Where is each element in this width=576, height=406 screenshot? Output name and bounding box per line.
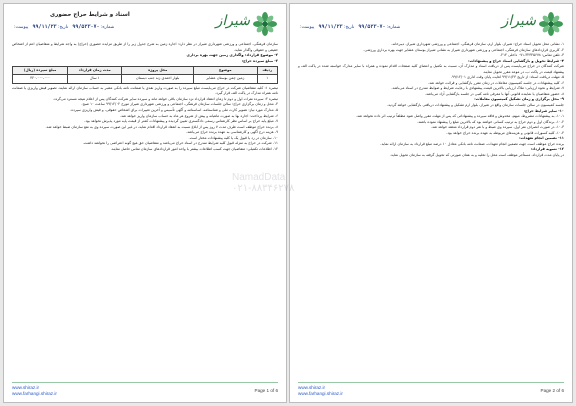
paragraph: تبصره ۲: سپرده نفرات اول و دوم تا زمان انعقاد قرارداد نزد سازمان باقی خواهد ماند و سپرده سایر شرکت کنندگان پس از اعلام نتیجه مسترد می‌گردد. <box>52 96 278 101</box>
paragraph: ۱- نشانی محل تحویل اسناد حراج: شیراز، بلوار ارم، سازمان فرهنگی، اجتماعی و ورزشی شهرداری شیراز، دبیرخانه. <box>391 42 564 46</box>
paragraph: ۳- تلفن تماس: ۳۲۳۴۵۶۷۸-۰۷۱ داخلی ۲۱۴. <box>500 53 564 58</box>
logo-wordmark: شیراز <box>215 13 250 29</box>
table-row <box>13 75 278 84</box>
letter-number: ۹۹/۵۲۳۰۷۰ <box>72 24 100 30</box>
table-header: محل پروژه <box>122 66 194 75</box>
document-page-1 <box>3 3 287 403</box>
table-header: مبلغ سپرده (ریال) <box>13 66 68 75</box>
table-cell: زمین چمن بوستان عشاير <box>194 75 258 84</box>
paragraph: برنده حراج موظف است جهت تضمین انجام تعهدات، ضمانت نامه بانکی معادل ۱۰ درصد مبلغ قرارداد به سازمان ارائه نماید. <box>380 141 564 146</box>
watermark <box>232 172 294 194</box>
date-label: تاریخ: <box>343 25 355 30</box>
paragraph: ۱۰-۴- کلیه کسورات قانونی و هزینه‌های مربوطه به عهده برنده حراج خواهد بود. <box>446 130 564 135</box>
date-label: تاریخ: <box>57 25 69 30</box>
table-header: مدت زمان قرارداد <box>68 66 122 75</box>
deposit-table <box>12 66 278 84</box>
shiraz-logo-icon <box>538 11 564 37</box>
paragraph: ۱۰- سازمان در رد یا قبول یک یا کلیه پیشنهادات مختار است. <box>188 135 278 140</box>
page-footer <box>298 382 564 399</box>
table-cell: ۴۲۰،۰۰۰،۰۰۰ <box>13 75 68 84</box>
paragraph: ۱۱- شرکت در حراج به منزله قبول کلیه شرایط مندرج در اسناد حراج می‌باشد و متقاضیان حق هیچ گونه اعتراضی را نخواهند داشت. <box>82 141 278 146</box>
section-deposit: ۳- مبلغ سپرده حراج: <box>241 58 278 63</box>
paragraph: ۵- مهلت دریافت اسناد: از تاریخ ۹۹/۱۱/۲۳ لغایت پایان وقت اداری ۹۹/۱۲/۰۱. <box>450 75 564 80</box>
table-header: ردیف <box>257 66 277 75</box>
page-header <box>296 9 566 39</box>
letter-number: ۹۹/۵۲۳۰۷۰ <box>358 24 386 30</box>
paragraph: ۶- شرایط پرداخت: اجاره بها به صورت ماهیانه و پیش از شروع هر ماه به حساب سازمان واریز خواهد شد. <box>119 113 278 118</box>
table-cell: ۱ سال <box>68 75 122 84</box>
paragraph: ۹- هزینه درج آگهی و کارشناسی به عهده برنده حراج می‌باشد. <box>186 130 278 135</box>
section-heading: ۱۰- سایر شرایط حراج: <box>523 108 564 113</box>
page-number: Page 1 of 6 <box>254 388 278 393</box>
table-header: موضوع <box>194 66 258 75</box>
website-link-farhangi[interactable]: www.farhangi.shiraz.ir <box>298 391 343 397</box>
paragraph: ۶- کلیه پیشنهادات در جلسه کمیسیون معاملات در زمان مقرر بازگشایی و قرائت خواهد شد. <box>428 80 564 85</box>
paragraph: ۱۰-۲- برندگان اول و دوم حراج به ترتیب کسانی خواهند بود که بالاترین مبلغ را پیشنهاد نموده باشند. <box>417 119 564 124</box>
website-link[interactable]: www.shiraz.ir <box>12 385 40 390</box>
logo-wordmark: شیراز <box>501 13 536 29</box>
watermark-phone: ۰۲۱-۸۸۳۴۶۲۷۸ <box>232 183 295 194</box>
paragraph: ۷- مبلغ پایه حراج بر اساس نظر کارشناس رسمی دادگستری تعیین گردیده و پیشنهادات کمتر از قیمت پایه مورد پذیرش نخواهد بود. <box>84 119 278 124</box>
letter-date: ۹۹/۱۱/۲۳ <box>32 24 57 30</box>
website-link-farhangi[interactable]: www.farhangi.shiraz.ir <box>12 391 57 397</box>
table-header-row <box>13 66 278 75</box>
page-body <box>12 42 278 380</box>
paragraph: جلسه کمیسیون در سالن جلسات سازمان واقع در شیراز، بلوار ارم تشکیل و پیشنهادات دریافتی بازگشایی خواهد گردید. <box>387 103 564 108</box>
paragraph: در پایان مدت قرارداد، مستأجر موظف است محل را تخلیه و به همان صورتی که تحویل گرفته به سازمان تحویل نماید. <box>389 152 564 157</box>
number-label: شماره: <box>100 25 115 30</box>
table-cell: ۱ <box>257 75 277 84</box>
paragraph: ۱۰-۱- به پیشنهادات مشروط، مبهم، مخدوش و فاقد سپرده و پیشنهاداتی که پس از مهلت مقرر واصل شود مطلقاً ترتیب اثر داده نخواهد شد. <box>356 114 564 119</box>
paragraph: ۸- برنده حراج موظف است ظرف مدت ۷ روز پس از ابلاغ نسبت به انعقاد قرارداد اقدام نماید، در غیر این صورت سپرده وی به نفع سازمان ضبط خواهد شد. <box>45 124 278 129</box>
page-number: Page 2 of 6 <box>540 388 564 393</box>
page-body <box>298 42 564 380</box>
document-page-2 <box>289 3 573 403</box>
paragraph: ۱۰-۳- در صورت انصراف نفر اول، سپرده وی ضبط و با نفر دوم قرارداد منعقد خواهد شد. <box>431 125 564 130</box>
paragraph: شرکت کنندگان در حراج می‌بایست پس از دریافت اسناد و مدارک آن، نسبت به تکمیل و امضای کلیه صفحات اقدام نموده و همراه با سایر مدارک خواسته شده در پاکت الف و پیشنهاد قیمت در پاکت ب، در موعد مقرر تحویل نمایند. <box>298 64 564 74</box>
footer-links <box>298 385 343 397</box>
attachment-label: پیوست: <box>14 25 29 30</box>
website-link[interactable]: www.shiraz.ir <box>298 385 326 390</box>
paragraph: ۸- حضور متقاضیان یا نماینده قانونی آنها با معرفی نامه کتبی در جلسه بازگشایی آزاد می‌باشد. <box>424 91 564 96</box>
footer-divider <box>298 382 564 383</box>
number-label: شماره: <box>386 25 401 30</box>
shiraz-logo-icon <box>252 11 278 37</box>
page-footer <box>12 382 278 399</box>
section-heading: ۹- محل برگزاری و زمان تشکیل کمیسیون معاملات: <box>474 97 564 102</box>
document-title: اسناد و شرایط حراج حضوری <box>50 12 130 18</box>
document-meta <box>300 24 400 30</box>
section-heading: ۴- شرایط تحویل و بازگشایی اسناد حراج و پیشنهادات: <box>468 58 564 63</box>
table-cell: بلوار احمدی زند جنب دبستان <box>122 75 194 84</box>
section-subject: ۲- موضوع قرارداد: واگذاری زمین جهت بهره برداری <box>186 53 278 58</box>
intro-paragraph: سازمان فرهنگی، اجتماعی و ورزشی شهرداری شیراز در نظر دارد: اجاره زمین به شرح جدول زیر را از طریق مزایده حضوری (حراج) به واجد شرایط و متقاضیان اعم از اشخاص حقیقی و حقوقی واگذار نماید. <box>12 42 278 52</box>
document-meta <box>14 24 114 30</box>
letter-date: ۹۹/۱۱/۲۳ <box>318 24 343 30</box>
footer-links <box>12 385 57 397</box>
attachment-label: پیوست: <box>300 25 315 30</box>
paragraph: ۵- مدارک مورد نیاز: تصویر کارت ملی و شناسنامه، اساسنامه و آگهی تأسیس و آخرین تغییرات برای اشخاص حقوقی، و فیش واریزی سپرده. <box>70 107 278 112</box>
watermark-brand: NamadData <box>232 172 286 183</box>
footer-divider <box>12 382 278 383</box>
paragraph: ۱۲- اطلاعات تکمیلی: متقاضیان جهت کسب اطلاعات بیشتر با واحد امور قراردادهای سازمان تماس حاصل نمایند. <box>110 146 278 151</box>
section-heading: ۱۱- تضمین انجام تعهدات: <box>519 136 564 141</box>
paragraph: ۴- محل و زمان برگزاری حراج: سالن جلسات سازمان فرهنگی، اجتماعی و ورزشی شهرداری شیراز مورخ ۹۹/۱۲/۰۲ ساعت ۱۰ صبح. <box>81 102 278 107</box>
section-heading: ۱۲- تسویه قرارداد: <box>530 147 564 152</box>
paragraph: ۲- کاربری قراردادهای سازمان فرهنگی، اجتماعی و ورزشی شهرداری شیراز به نشانی شیراز بوستان عشاير جهت بهره برداری ورزشی. <box>363 47 564 52</box>
paragraph: ۷- شرایط و نحوه ارزیابی: ملاک ارزیابی بالاترین قیمت پیشنهادی با رعایت شرایط و ضوابط مندرج در اسناد می‌باشد. <box>391 86 564 91</box>
page-header <box>10 9 280 39</box>
paragraph: تبصره ۱: کلیه متقاضیان شرکت در حراج می‌بایست مبلغ سپرده را به صورت واریز نقدی یا ضمانت نامه بانکی معتبر به حساب سازمان ارائه نمایند. تصویر فیش واریزی یا ضمانت نامه همراه مدارک در پاکت الف قرار گیرد. <box>12 85 278 96</box>
